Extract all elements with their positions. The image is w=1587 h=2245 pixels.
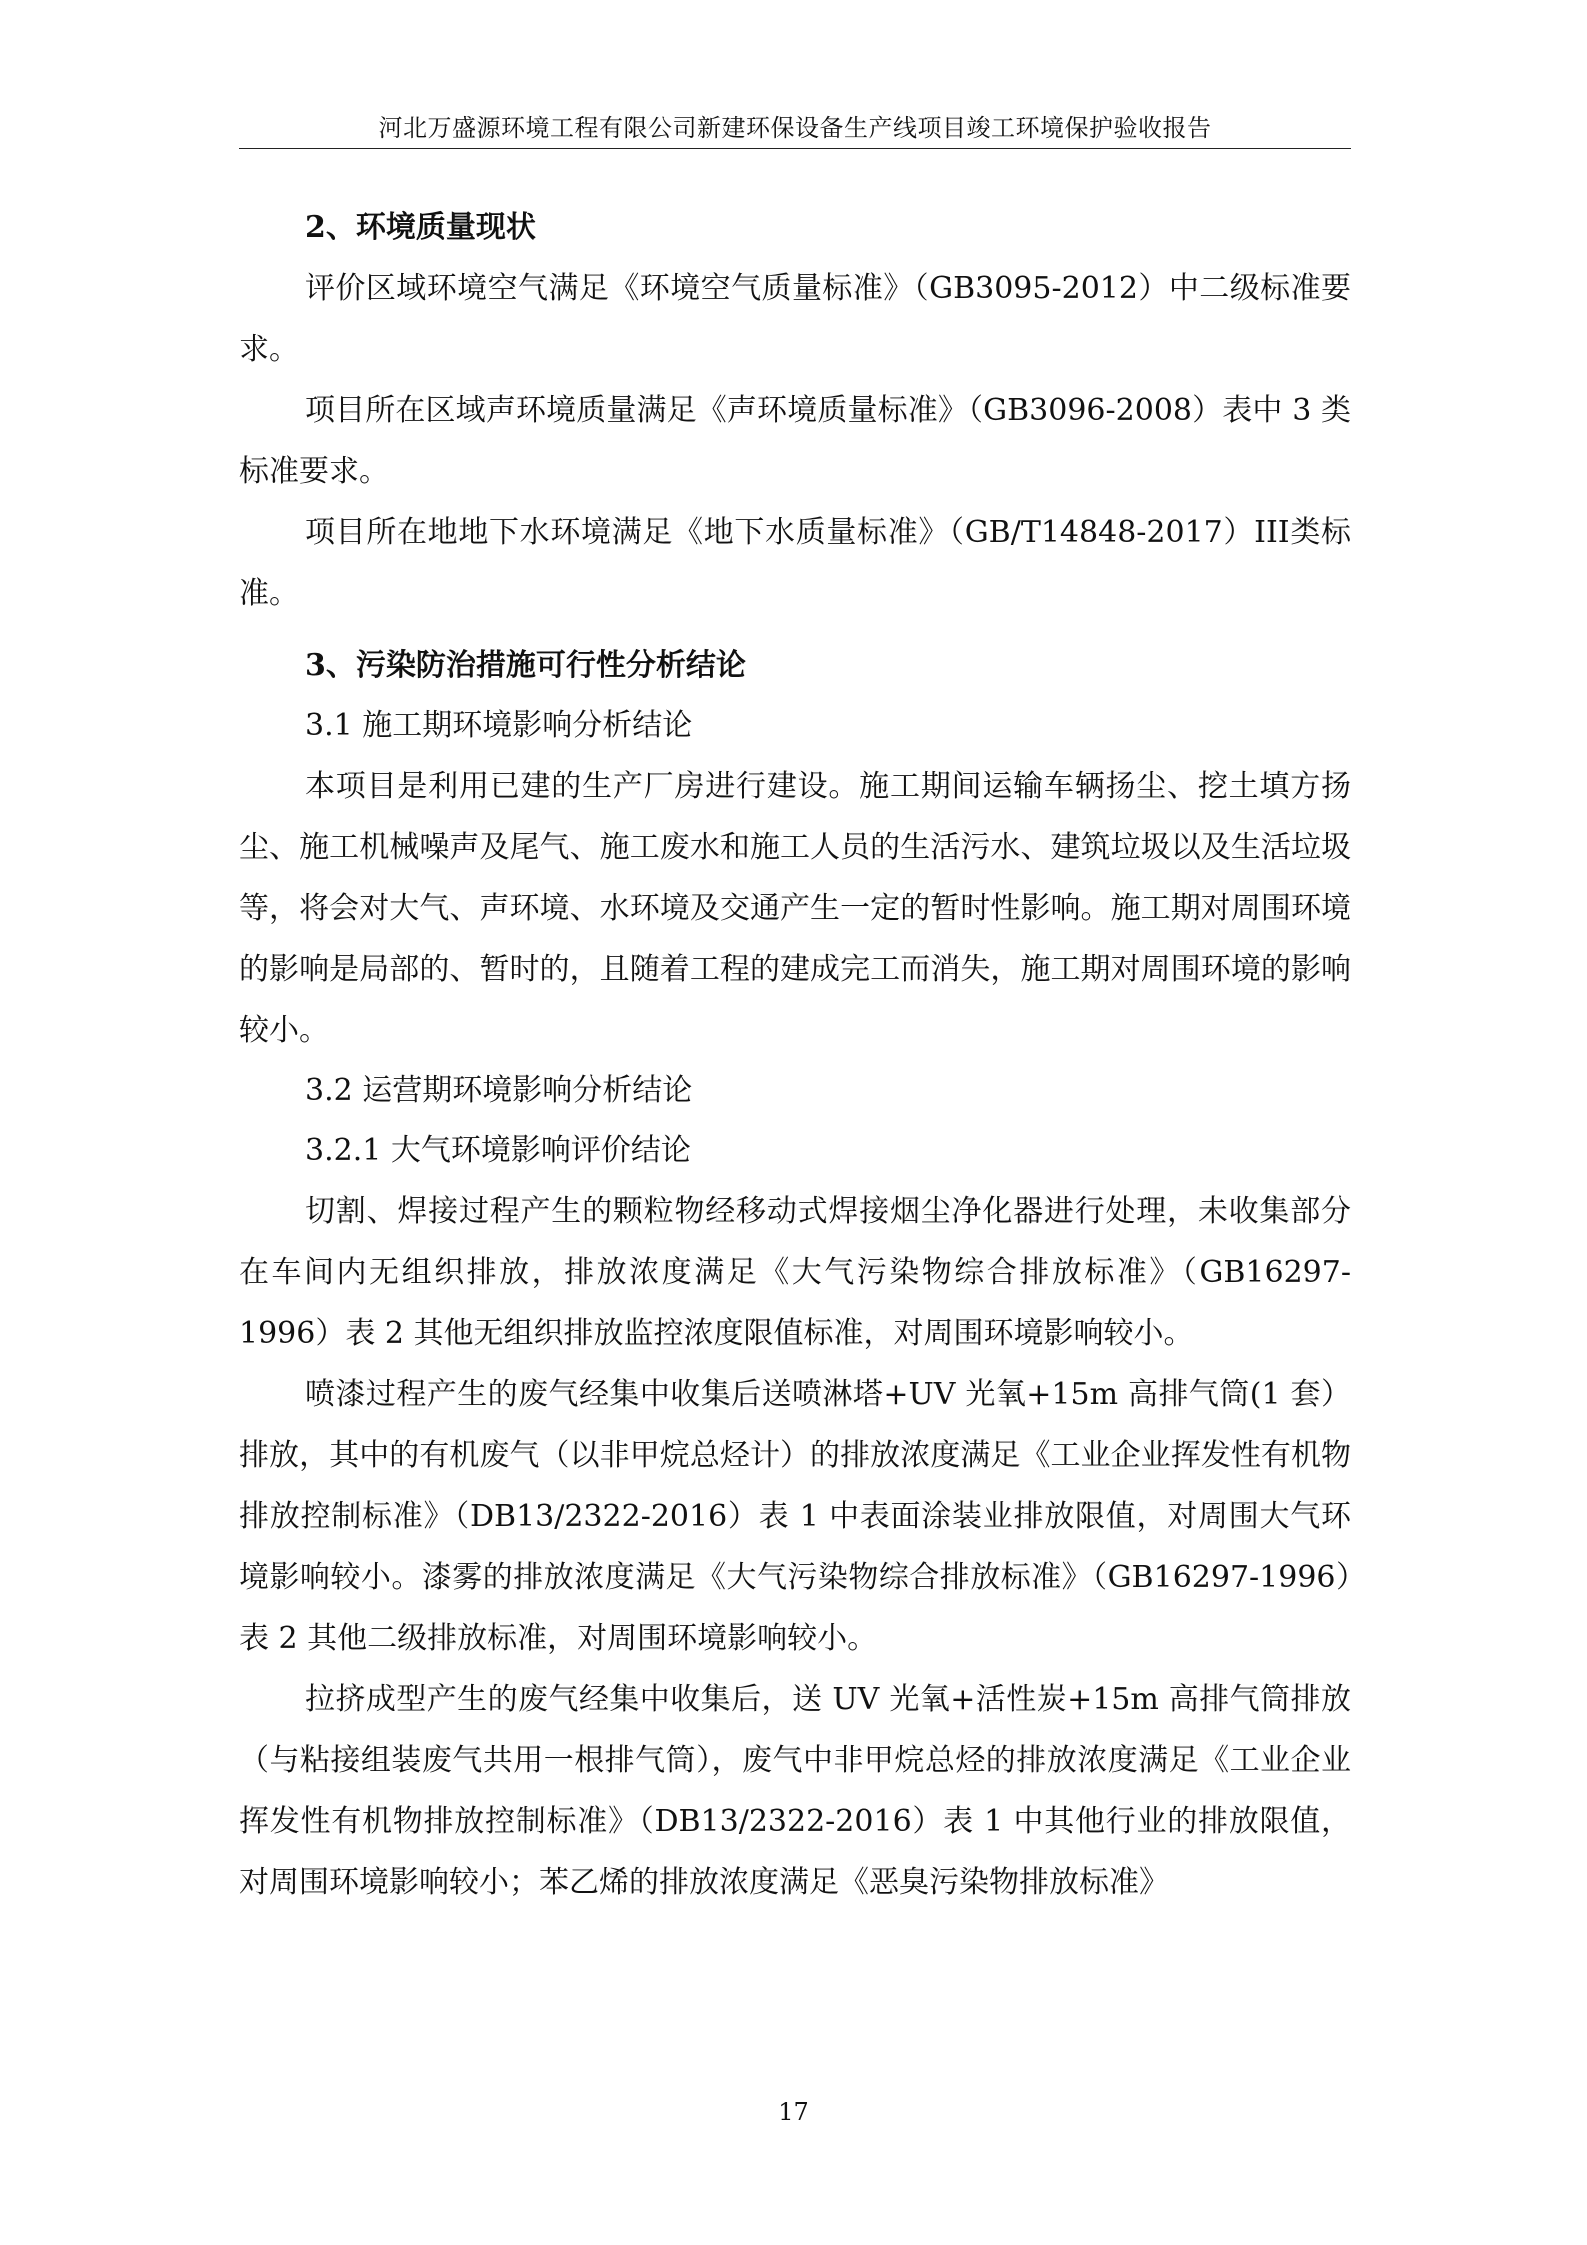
construction-impact-paragraph: 本项目是利用已建的生产厂房进行建设。施工期间运输车辆扬尘、挖土填方扬尘、施工机械噪声及尾气、施工废水和施工人员的生活污水、建筑垃圾以及生活垃圾等，将会对大气、声环境、水环境及交通产生一定的暂时性影响。施工期对周围环境的影响是局部的、暂时的，且随着工程的建成完工而消失，施工期对周围环境的影响较小。 [239, 769, 1351, 1048]
page-header [239, 108, 1351, 149]
pultrusion-emission-paragraph: 拉挤成型产生的废气经集中收集后，送 UV 光氧+活性炭+15m 高排气筒排放（与粘接组装废气共用一根排气筒），废气中非甲烷总烃的排放浓度满足《工业企业挥发性有机物排放控制标准》（DB13/2322-2016）表 1 中其他行业的排放限值，对周围环境影响较小；苯乙烯的排放浓度满足《恶臭污染物排放标准》 [239, 1682, 1351, 1900]
header-title: 河北万盛源环境工程有限公司新建环保设备生产线项目竣工环境保护验收报告 [378, 114, 1212, 142]
subsection-3-2-1-title: 3.2.1 大气环境影响评价结论 [305, 1133, 691, 1168]
groundwater-quality-paragraph: 项目所在地地下水环境满足《地下水质量标准》（GB/T14848-2017）III类标准。 [239, 515, 1351, 611]
page-number: 17 [778, 2098, 809, 2126]
air-quality-paragraph: 评价区域环境空气满足《环境空气质量标准》（GB3095-2012）中二级标准要求。 [239, 271, 1351, 367]
welding-emission-paragraph: 切割、焊接过程产生的颗粒物经移动式焊接烟尘净化器进行处理，未收集部分在车间内无组织排放，排放浓度满足《大气污染物综合排放标准》（GB16297-1996）表 2 其他无组织排放监控浓度限值标准，对周围环境影响较小。 [239, 1194, 1351, 1351]
subsection-3-1-title: 3.1 施工期环境影响分析结论 [305, 708, 693, 743]
subsection-3-2-title: 3.2 运营期环境影响分析结论 [305, 1073, 693, 1108]
noise-quality-paragraph: 项目所在区域声环境质量满足《声环境质量标准》（GB3096-2008）表中 3 类标准要求。 [239, 393, 1351, 489]
section-2-heading: 2、环境质量现状 [305, 210, 536, 245]
document-body [239, 198, 1351, 1913]
section-3-heading: 3、污染防治措施可行性分析结论 [305, 648, 746, 683]
painting-emission-paragraph: 喷漆过程产生的废气经集中收集后送喷淋塔+UV 光氧+15m 高排气筒(1 套）排放，其中的有机废气（以非甲烷总烃计）的排放浓度满足《工业企业挥发性有机物排放控制标准》（DB13/2322-2016）表 1 中表面涂装业排放限值，对周围大气环境影响较小。漆雾的排放浓度满足《大气污染物综合排放标准》（GB16297-1996）表 2 其他二级排放标准，对周围环境影响较小。 [239, 1377, 1351, 1656]
